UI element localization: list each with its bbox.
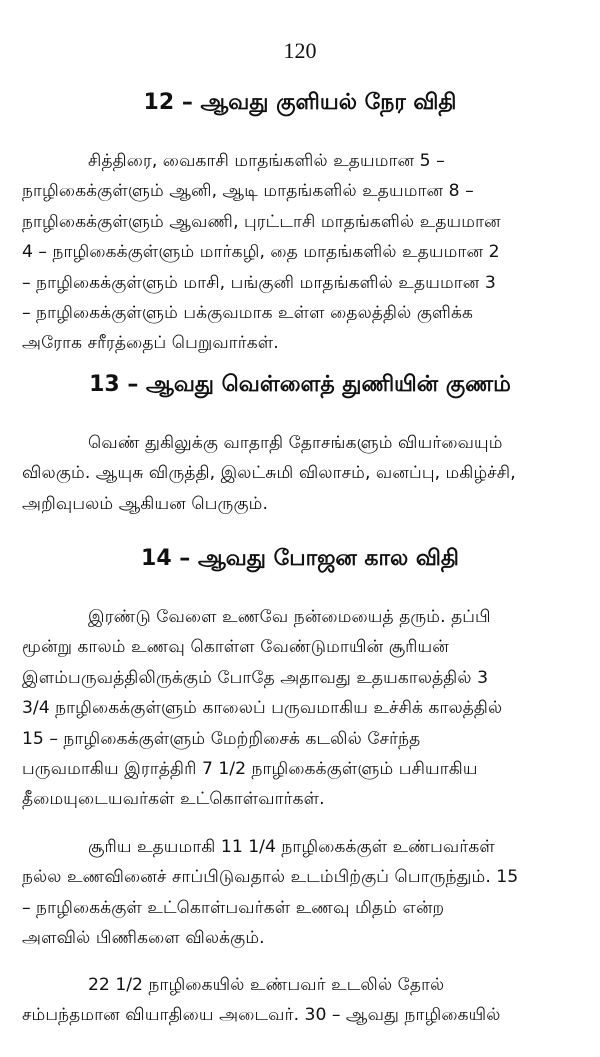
text-line: – நாழிகைக்குள்ளும் பக்குவமாக உள்ள தைலத்தில் குளிக்க bbox=[22, 303, 474, 324]
text-line: 22 1/2 நாழிகையில் உண்பவர் உடலில் தோல் bbox=[88, 975, 445, 995]
text-line: நாழிகைக்குள்ளும் ஆவணி, புரட்டாசி மாதங்களில் உதயமான bbox=[22, 211, 501, 232]
section-14-heading: 14 – ஆவது போஜன கால விதி bbox=[141, 546, 459, 571]
text-line: 15 – நாழிகைக்குள்ளும் மேற்றிசைக் கடலில் சேர்ந்த bbox=[22, 728, 421, 749]
text-line: இளம்பருவத்திலிருக்கும் போதே அதாவது உதயகாலத்தில் 3 bbox=[22, 667, 489, 688]
text-line: அளவில் பிணிகளை விலக்கும். bbox=[22, 928, 265, 949]
text-line: சித்திரை, வைகாசி மாதங்களில் உதயமான 5 – bbox=[88, 151, 445, 171]
text-line: வெண் துகிலுக்கு வாதாதி தோசங்களும் வியர்வையும் bbox=[88, 433, 503, 453]
text-line: இரண்டு வேளை உணவே நன்மையைத் தரும். தப்பி bbox=[88, 607, 491, 627]
text-line: தீமையுடையவர்கள் உட்கொள்வார்கள். bbox=[22, 789, 325, 810]
section-13-heading: 13 – ஆவது வெள்ளைத் துணியின் குணம் bbox=[89, 372, 511, 397]
text-line: அறிவுபலம் ஆகியன பெருகும். bbox=[22, 493, 268, 514]
text-line: – நாழிகைக்குள் உட்கொள்பவர்கள் உணவு மிதம் என்ற bbox=[22, 897, 445, 918]
text-line: நாழிகைக்குள்ளும் ஆனி, ஆடி மாதங்களில் உதயமான 8 – bbox=[22, 181, 474, 202]
section-12-heading: 12 – ஆவது குளியல் நேர விதி bbox=[143, 90, 457, 115]
text-line: அரோக சரீரத்தைப் பெறுவார்கள். bbox=[22, 333, 279, 354]
text-line: 3/4 நாழிகைக்குள்ளும் காலைப் பருவமாகிய உச்சிக் காலத்தில் bbox=[22, 698, 503, 719]
section-14-paragraph-2 bbox=[22, 832, 582, 954]
section-12-paragraph-1 bbox=[22, 146, 582, 359]
text-line: விலகும். ஆயுசு விருத்தி, இலட்சுமி விலாசம், வனப்பு, மகிழ்ச்சி, bbox=[22, 463, 516, 484]
text-line: சூரிய உதயமாகி 11 1/4 நாழிகைக்குள் உண்பவர்கள் bbox=[88, 837, 495, 857]
text-line: 4 – நாழிகைக்குள்ளும் மார்கழி, தை மாதங்களில் உதயமான 2 bbox=[22, 242, 500, 263]
section-14-paragraph-1 bbox=[22, 602, 582, 815]
section-13-paragraph-1 bbox=[22, 428, 582, 519]
text-line: – நாழிகைக்குள்ளும் மாசி, பங்குனி மாதங்களில் உதயமான 3 bbox=[22, 272, 496, 293]
text-line: நல்ல உணவினைச் சாப்பிடுவதால் உடம்பிற்குப் பொருந்தும். 15 bbox=[22, 867, 519, 888]
section-14-paragraph-3 bbox=[22, 970, 582, 1031]
text-line: பருவமாகிய இராத்திரி 7 1/2 நாழிகைக்குள்ளும் பசியாகிய bbox=[22, 759, 478, 780]
text-line: மூன்று காலம் உணவு கொள்ள வேண்டுமாயின் சூரியன் bbox=[22, 637, 449, 658]
text-line: சம்பந்தமான வியாதியை அடைவர். 30 – ஆவது நாழிகையில் bbox=[22, 1005, 501, 1026]
page-number: 120 bbox=[283, 38, 317, 63]
